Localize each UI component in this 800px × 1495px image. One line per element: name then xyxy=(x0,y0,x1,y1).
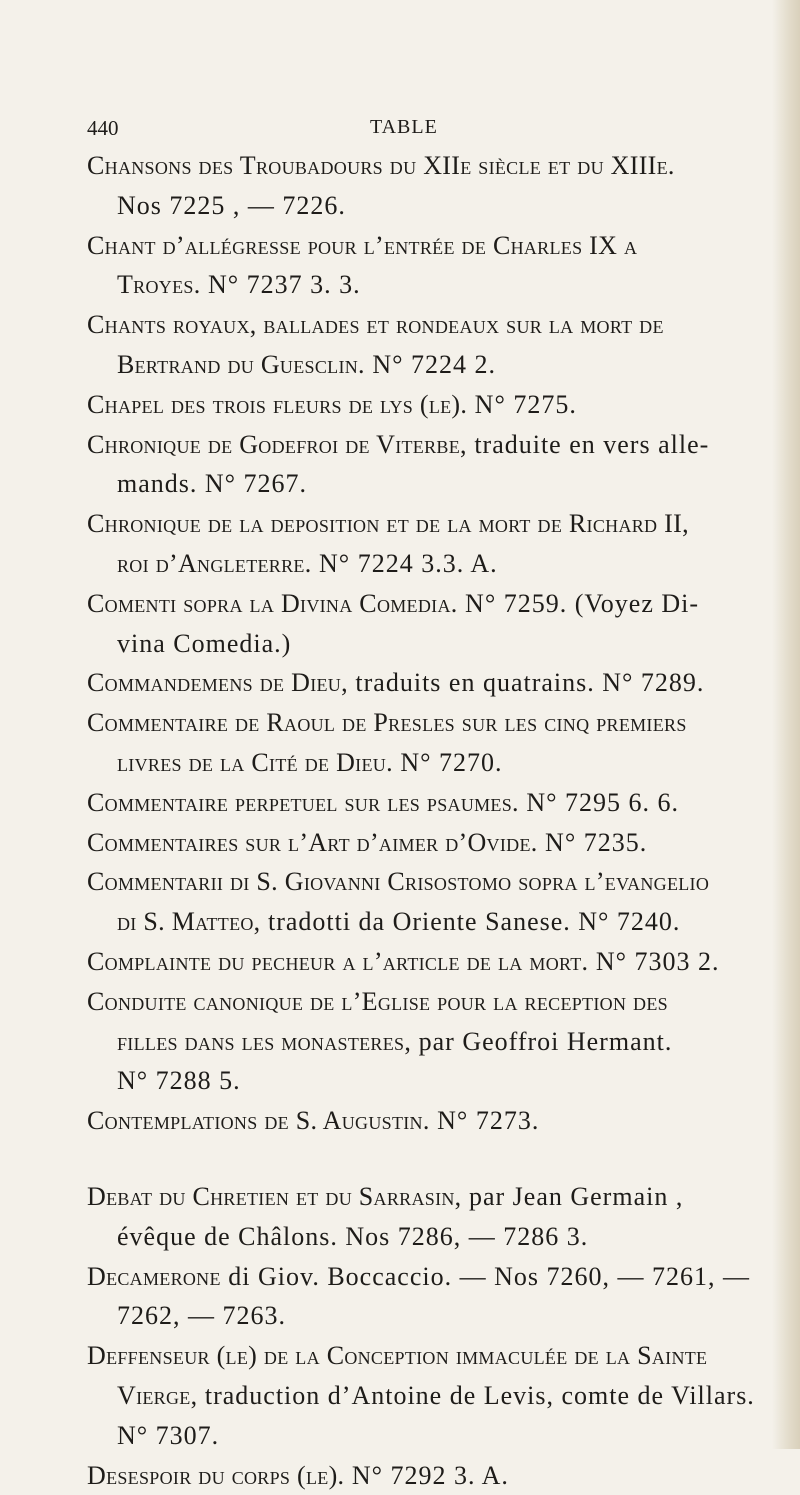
entry-title: Contemplations de S. Augustin. xyxy=(87,1106,430,1135)
index-entry xyxy=(87,783,777,823)
entry-reference: tradotti da Oriente Sanese. N° 7240. xyxy=(260,907,680,936)
entry-title: Commentarii di S. Giovanni Crisostomo sopra l’evangelio di S. Matteo, xyxy=(87,867,709,936)
index-entry xyxy=(87,982,777,1101)
entry-reference: N° 7235. xyxy=(538,828,648,857)
entry-title: Debat du Chretien et du Sarrasin, xyxy=(87,1182,461,1211)
page-header xyxy=(0,116,800,146)
entry-title: Commandemens de Dieu, xyxy=(87,668,348,697)
index-entry xyxy=(87,862,777,942)
entry-title: Chant d’allégresse pour l’entrée de Charles IX a Troyes. xyxy=(87,231,637,300)
entry-title: Decamerone xyxy=(87,1262,221,1291)
entry-title: Commentaire perpetuel sur les psaumes. xyxy=(87,788,519,817)
index-entry xyxy=(87,425,777,505)
entry-reference: par Geoffroi Hermant. N° 7288 5. xyxy=(117,1027,672,1096)
index-entry xyxy=(87,1257,777,1337)
index-entry xyxy=(87,942,777,982)
index-entry xyxy=(87,504,777,584)
index-entry xyxy=(87,703,777,783)
entry-title: Chronique de la deposition et de la mort de Richard II, roi d’Angleterre. xyxy=(87,509,689,578)
entry-reference: N° 7237 3. 3. xyxy=(201,270,361,299)
entry-reference: N° 7292 3. A. xyxy=(344,1461,509,1490)
index-entry xyxy=(87,1101,777,1141)
index-entry xyxy=(87,1456,777,1495)
entry-reference: N° 7273. xyxy=(430,1106,540,1135)
entry-title: Commentaires sur l’Art d’aimer d’Ovide. xyxy=(87,828,538,857)
entry-title: Comenti sopra la Divina Comedia. xyxy=(87,589,458,618)
entry-title: Chapel des trois fleurs de lys (le). xyxy=(87,390,467,419)
entry-reference: Nos 7225 , — 7226. xyxy=(117,191,346,220)
entry-title: Conduite canonique de l’Eglise pour la reception des filles dans les monasteres, xyxy=(87,987,668,1056)
index-entry xyxy=(87,584,777,664)
entry-reference: N° 7275. xyxy=(467,390,577,419)
index-entry xyxy=(87,146,777,226)
page-number: 440 xyxy=(87,116,119,141)
entry-reference: par Jean Germain , évêque de Châlons. Nos 7286, — 7286 3. xyxy=(117,1182,683,1251)
entry-reference: N° 7259. (Voyez Di- vina Comedia.) xyxy=(117,589,699,658)
entry-reference: N° 7270. xyxy=(393,748,503,777)
index-entry xyxy=(87,663,777,703)
index-entry xyxy=(87,1177,777,1257)
entry-reference: traduite en vers alle- mands. N° 7267. xyxy=(117,430,709,499)
running-title: TABLE xyxy=(370,116,438,139)
entry-title: Chronique de Godefroi de Viterbe, xyxy=(87,430,467,459)
entry-reference: N° 7224 2. xyxy=(365,350,496,379)
entry-reference: N° 7295 6. 6. xyxy=(519,788,679,817)
index-entry xyxy=(87,823,777,863)
entry-title: Complainte du pecheur a l’article de la mort. xyxy=(87,947,588,976)
entry-reference: N° 7303 2. xyxy=(588,947,719,976)
entry-title: Chants royaux, ballades et rondeaux sur la mort de Bertrand du Guesclin. xyxy=(87,310,664,379)
entry-title: Commentaire de Raoul de Presles sur les cinq premiers livres de la Cité de Dieu. xyxy=(87,708,687,777)
index-entry xyxy=(87,305,777,385)
index-entry xyxy=(87,385,777,425)
entry-reference: di Giov. Boccaccio. — Nos 7260, — 7261, — 7262, — 7263. xyxy=(117,1262,750,1331)
entry-reference: traduction d’Antoine de Levis, comte de Villars. N° 7307. xyxy=(117,1381,755,1450)
index-entries xyxy=(87,146,777,1495)
entry-title: Chansons des Troubadours du XIIe siècle et du XIIIe. xyxy=(87,151,675,180)
entry-reference: traduits en quatrains. N° 7289. xyxy=(348,668,705,697)
entry-reference: N° 7224 3.3. A. xyxy=(312,549,498,578)
entry-title: Desespoir du corps (le). xyxy=(87,1461,344,1490)
entry-title: Deffenseur (le) de la Conception immaculée de la Sainte Vierge, xyxy=(87,1341,707,1410)
index-entry xyxy=(87,1336,777,1455)
index-entry xyxy=(87,226,777,306)
